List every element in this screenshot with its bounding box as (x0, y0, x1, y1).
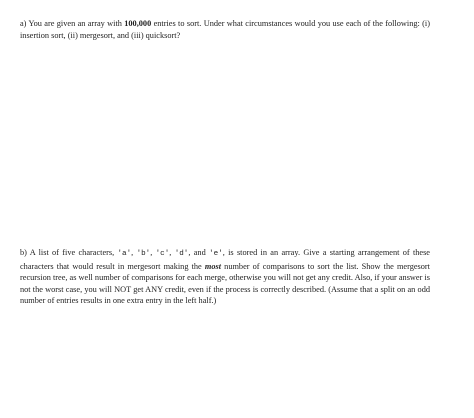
question-a-text: entries to sort. Under what circumstances would you use each of the following: (i) insertion sort, (ii) mergesort, and (iii) quicksort? (20, 19, 430, 40)
question-b-intro: b) A list of five characters, (20, 248, 118, 258)
separator-3: , (169, 248, 175, 258)
separator-1: , (131, 248, 137, 258)
separator-2: , (150, 248, 156, 258)
question-a-count: 100,000 (124, 19, 152, 29)
question-a-prefix: a) You are given an array with (20, 19, 125, 29)
char-b: 'b' (136, 250, 151, 259)
question-a (20, 18, 430, 41)
separator-4: , and (188, 248, 210, 258)
question-b (20, 247, 430, 307)
question-b-emphasis: most (204, 261, 222, 271)
char-c: 'c' (155, 250, 170, 259)
char-d: 'd' (174, 250, 189, 259)
char-a: 'a' (117, 250, 132, 259)
question-b-after-chars: , is stored in an array. Give a starting arrangement of these characters that would result in mergesort making the (20, 248, 430, 271)
question-b-rest: number of comparisons to sort the list. Show the mergesort recursion tree, as well number of comparisons for each merge, otherwise you will not get any credit. Also, if your answer is not the worst case, you will NOT get ANY credit, even if the process is correctly described. (Assume that a split on an odd number of entries results in one extra entry in the left half.) (20, 261, 430, 306)
char-e: 'e' (209, 250, 223, 259)
